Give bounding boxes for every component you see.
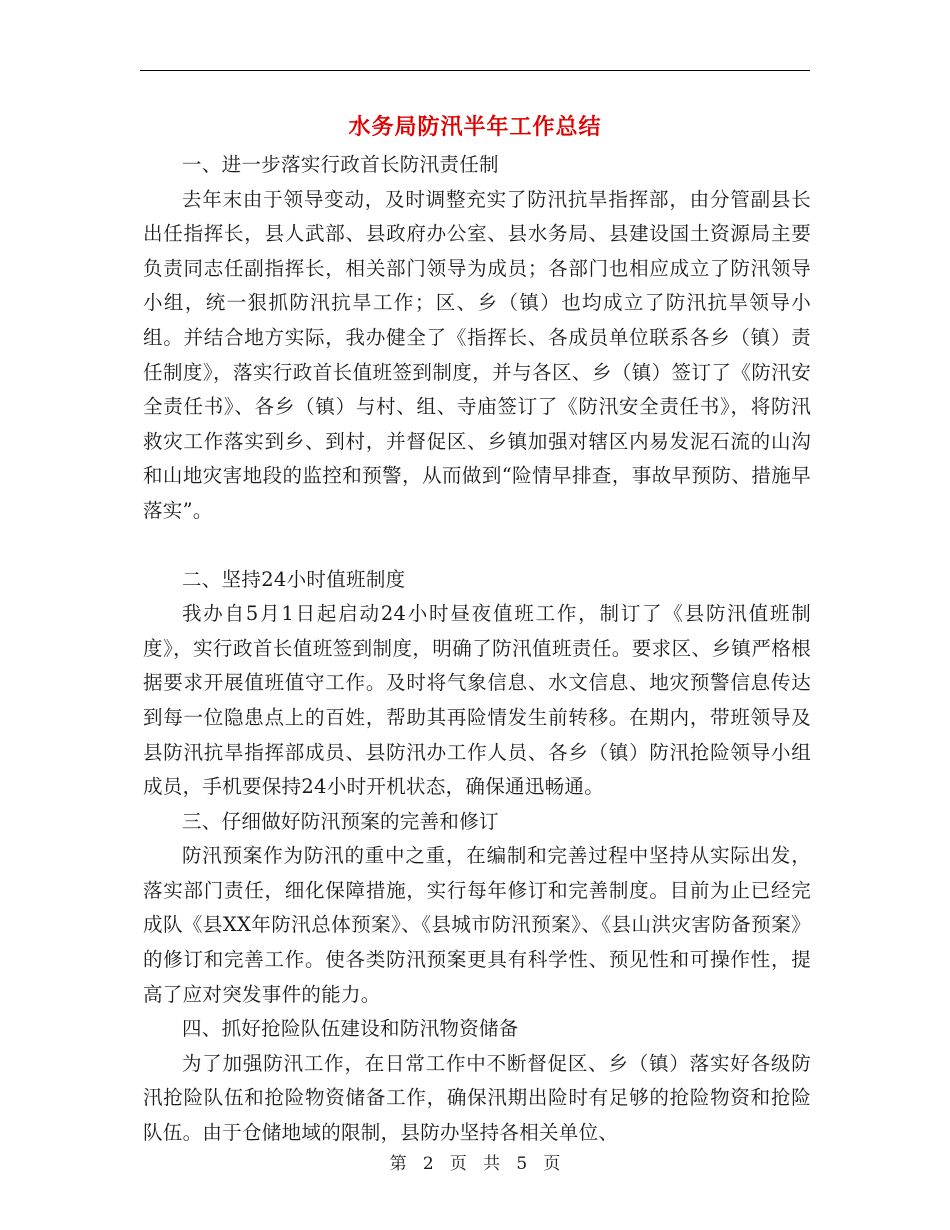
section-paragraph-2: 我办自5月1日起启动24小时昼夜值班工作，制订了《县防汛值班制度》，实行政首长值班签到制度，明确了防汛值班责任。要求区、乡镇严格根据要求开展值班值守工作。及时将气象信息、水文信息、地灾预警信息传达到每一位隐患点上的百姓，帮助其再险情发生前转移。在期内，带班领导及县防汛抗旱指挥部成员、县防汛办工作人员、各乡（镇）防汛抢险领导小组成员，手机要保持24小时开机状态，确保通迅畅通。 [143, 602, 811, 799]
total-label: 共 [483, 1154, 501, 1174]
section-heading-1: 一、进一步落实行政首长防汛责任制 [182, 153, 499, 176]
section-paragraph-3: 防汛预案作为防汛的重中之重，在编制和完善过程中坚持从实际出发，落实部门责任，细化保障措施，实行每年修订和完善制度。目前为止已经完成队《县XX年防汛总体预案》、《县城市防汛预案》、《县山洪灾害防备预案》的修订和完善工作。使各类防汛预案更具有科学性、预见性和可操作性，提高了应对突发事件的能力。 [143, 844, 811, 1006]
document-body [143, 148, 811, 1151]
page-label-mid: 页 [449, 1154, 467, 1174]
current-page-number: 2 [422, 1154, 434, 1174]
section-paragraph-1: 去年末由于领导变动，及时调整充实了防汛抗旱指挥部，由分管副县长出任指挥长，县人武部、县政府办公室、县水务局、县建设国土资源局主要负责同志任副指挥长，相关部门领导为成员；各部门也相应成立了防汛领导小组，统一狠抓防汛抗旱工作；区、乡（镇）也均成立了防汛抗旱领导小组。并结合地方实际，我办健全了《指挥长、各成员单位联系各乡（镇）责任制度》，落实行政首长值班签到制度，并与各区、乡（镇）签订了《防汛安全责任书》、各乡（镇）与村、组、寺庙签订了《防汛安全责任书》，将防汛救灾工作落实到乡、到村，并督促区、乡镇加强对辖区内易发泥石流的山沟和山地灾害地段的监控和预警，从而做到“险情早排查，事故早预防、措施早落实”。 [143, 187, 811, 522]
section-heading-2: 二、坚持24小时值班制度 [182, 567, 406, 591]
page-label-suffix: 页 [543, 1154, 561, 1174]
document-title: 水务局防汛半年工作总结 [348, 114, 602, 140]
header-rule [140, 70, 810, 71]
section-heading-4: 四、抓好抢险队伍建设和防汛物资储备 [182, 1017, 519, 1041]
section-heading-3: 三、仔细做好防汛预案的完善和修订 [182, 809, 499, 833]
total-pages-number: 5 [516, 1154, 528, 1174]
page-footer [0, 1152, 950, 1176]
section-paragraph-4: 为了加强防汛工作，在日常工作中不断督促区、乡（镇）落实好各级防汛抢险队伍和抢险物资储备工作，确保汛期出险时有足够的抢险物资和抢险队伍。由于仓储地域的限制，县防办坚持各相关单位、 [143, 1051, 811, 1145]
page-label-prefix: 第 [389, 1154, 407, 1174]
